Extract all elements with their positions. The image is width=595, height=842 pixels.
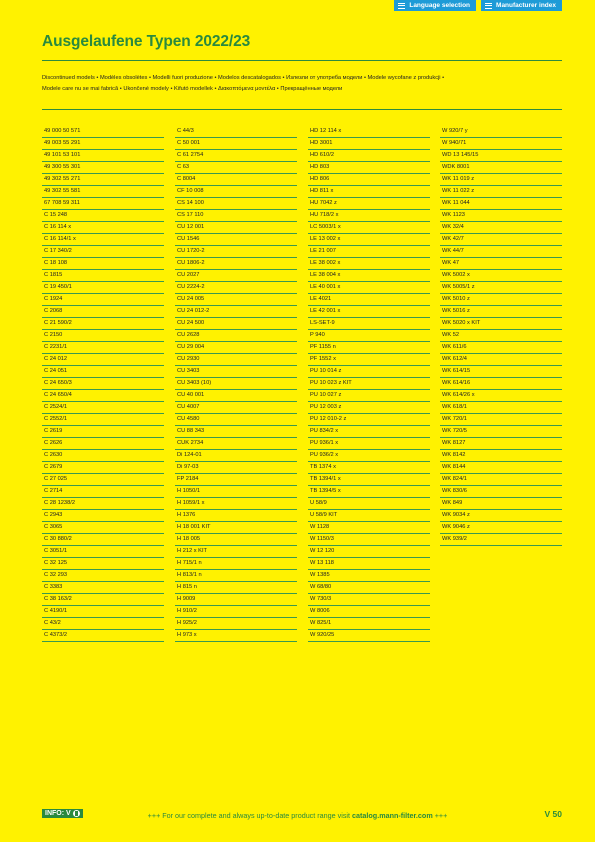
model-entry: H 1376	[175, 510, 297, 522]
model-entry: PU 12 010-2 z	[308, 414, 430, 426]
model-entry: C 3065	[42, 522, 164, 534]
model-entry: C 30 880/2	[42, 534, 164, 546]
model-entry: H 1059/1 x	[175, 498, 297, 510]
footer-suffix: +++	[434, 811, 448, 820]
model-entry: H 212 x KIT	[175, 546, 297, 558]
model-entry: C 21 590/2	[42, 318, 164, 330]
model-entry: U 58/9 KIT	[308, 510, 430, 522]
model-entry: H 18 001 KIT	[175, 522, 297, 534]
model-entry: WK 32/4	[440, 222, 562, 234]
model-column-2	[175, 126, 297, 642]
top-navigation	[394, 0, 562, 11]
page-number: V 50	[544, 809, 562, 819]
model-entry: CU 2930	[175, 354, 297, 366]
model-entry: WDK 8001	[440, 162, 562, 174]
model-entry: C 18 108	[42, 258, 164, 270]
model-entry: WK 5020 x KIT	[440, 318, 562, 330]
model-entry: C 2943	[42, 510, 164, 522]
model-entry: WK 11 019 z	[440, 174, 562, 186]
model-entry: C 16 114 x	[42, 222, 164, 234]
manufacturer-index-label: Manufacturer index	[496, 2, 556, 9]
model-entry: WK 5016 z	[440, 306, 562, 318]
model-column-1	[42, 126, 164, 642]
model-entry: TB 1394/1 x	[308, 474, 430, 486]
model-entry: 49 300 55 301	[42, 162, 164, 174]
model-entry: C 15 248	[42, 210, 164, 222]
model-entry: C 2552/1	[42, 414, 164, 426]
model-entry: W 730/3	[308, 594, 430, 606]
model-entry: LE 21 007	[308, 246, 430, 258]
model-entry: PU 936/2 x	[308, 450, 430, 462]
language-selection-label: Language selection	[409, 2, 471, 9]
model-entry: C 3383	[42, 582, 164, 594]
model-entry: C 1924	[42, 294, 164, 306]
model-entry: CU 12 001	[175, 222, 297, 234]
model-entry: W 940/71	[440, 138, 562, 150]
model-entry: W 8006	[308, 606, 430, 618]
info-label: INFO: V	[45, 810, 71, 817]
model-entry: CU 88 343	[175, 426, 297, 438]
model-entry: CU 24 012-2	[175, 306, 297, 318]
model-entry: H 910/2	[175, 606, 297, 618]
model-entry: HD 610/2	[308, 150, 430, 162]
model-column-3	[308, 126, 430, 642]
language-line-1: Discontinued models • Modèles obsolètes • Modelli fuori produzione • Modelos descatalogados • Излезли от употреба модели • Modele wycofane z produkcji •	[42, 75, 445, 81]
model-entry: H 9009	[175, 594, 297, 606]
model-entry: 49 000 50 571	[42, 126, 164, 138]
model-entry: W 13 118	[308, 558, 430, 570]
page-title: Ausgelaufene Typen 2022/23	[42, 33, 251, 50]
model-entry: CU 1806-2	[175, 258, 297, 270]
model-entry: LE 42 001 x	[308, 306, 430, 318]
language-line-2: Modele care nu se mai fabrică • Ukončené modely • Kifutó modellek • Διακοπτόμενα μοντέλα • Прекращённые модели	[42, 86, 343, 92]
model-entry: C 38 163/2	[42, 594, 164, 606]
model-entry: HD 803	[308, 162, 430, 174]
model-entry: PU 10 014 z	[308, 366, 430, 378]
model-entry: WK 5010 z	[440, 294, 562, 306]
model-entry: CU 2027	[175, 270, 297, 282]
model-entry: W 12 120	[308, 546, 430, 558]
model-entry: WK 5002 x	[440, 270, 562, 282]
model-entry: CU 4007	[175, 402, 297, 414]
model-entry: C 2626	[42, 438, 164, 450]
model-entry: LE 38 002 x	[308, 258, 430, 270]
model-entry: 49 302 55 271	[42, 174, 164, 186]
footer-prefix: +++ For our complete and always up-to-date product range visit	[147, 811, 351, 820]
model-entry: C 3051/1	[42, 546, 164, 558]
model-column-4	[440, 126, 562, 546]
model-entry: C 2150	[42, 330, 164, 342]
model-entry: C 32 125	[42, 558, 164, 570]
model-entry: WK 8127	[440, 438, 562, 450]
model-entry: LE 13 002 x	[308, 234, 430, 246]
footer-notice	[0, 811, 595, 820]
model-entry: C 24 650/3	[42, 378, 164, 390]
model-entry: WK 1123	[440, 210, 562, 222]
model-entry: C 43/2	[42, 618, 164, 630]
model-entry: CU 29 004	[175, 342, 297, 354]
model-entry: WK 9046 z	[440, 522, 562, 534]
model-entry: C 1815	[42, 270, 164, 282]
model-entry: WK 44/7	[440, 246, 562, 258]
model-entry: HD 3001	[308, 138, 430, 150]
model-entry: LS-SET-9	[308, 318, 430, 330]
model-entry: WK 849	[440, 498, 562, 510]
menu-icon	[485, 3, 492, 9]
model-entry: H 925/2	[175, 618, 297, 630]
model-entry: WK 5005/1 z	[440, 282, 562, 294]
model-entry: H 815 n	[175, 582, 297, 594]
model-entry: HU 7042 z	[308, 198, 430, 210]
model-entry: C 16 114/1 x	[42, 234, 164, 246]
language-selection-button[interactable]	[394, 0, 476, 11]
model-entry: WK 47	[440, 258, 562, 270]
model-entry: TB 1374 x	[308, 462, 430, 474]
model-entry: LE 38 004 x	[308, 270, 430, 282]
model-entry: W 1385	[308, 570, 430, 582]
model-entry: PU 10 023 z KIT	[308, 378, 430, 390]
model-entry: 49 003 55 291	[42, 138, 164, 150]
model-entry: CU 2628	[175, 330, 297, 342]
model-entry: Di 124-01	[175, 450, 297, 462]
model-entry: C 61 2754	[175, 150, 297, 162]
model-entry: Di 97-03	[175, 462, 297, 474]
model-entry: CU 24 500	[175, 318, 297, 330]
model-entry: C 24 012	[42, 354, 164, 366]
model-entry: C 19 450/1	[42, 282, 164, 294]
model-entry: WK 830/6	[440, 486, 562, 498]
model-entry: W 68/80	[308, 582, 430, 594]
model-entry: WD 13 145/15	[440, 150, 562, 162]
model-entry: CUK 2734	[175, 438, 297, 450]
model-entry: C 4190/1	[42, 606, 164, 618]
model-entry: C 44/3	[175, 126, 297, 138]
model-entry: WK 618/1	[440, 402, 562, 414]
model-entry: C 2630	[42, 450, 164, 462]
model-entry: C 17 340/2	[42, 246, 164, 258]
model-entry: HD 806	[308, 174, 430, 186]
model-entry: WK 824/1	[440, 474, 562, 486]
model-entry: C 2714	[42, 486, 164, 498]
model-entry: WK 11 022 z	[440, 186, 562, 198]
model-entry: CS 17 110	[175, 210, 297, 222]
model-entry: PU 936/1 x	[308, 438, 430, 450]
model-entry: C 8004	[175, 174, 297, 186]
model-entry: C 63	[175, 162, 297, 174]
model-entry: PF 1552 x	[308, 354, 430, 366]
model-entry: CU 1546	[175, 234, 297, 246]
model-entry: WK 42/7	[440, 234, 562, 246]
model-entry: W 1128	[308, 522, 430, 534]
model-entry: C 2524/1	[42, 402, 164, 414]
model-entry: HD 12 114 x	[308, 126, 430, 138]
title-divider	[42, 60, 562, 61]
model-entry: WK 611/6	[440, 342, 562, 354]
model-entry: FP 2184	[175, 474, 297, 486]
model-entry: W 920/7 y	[440, 126, 562, 138]
model-entry: WK 8142	[440, 450, 562, 462]
model-entry: H 1050/1	[175, 486, 297, 498]
model-entry: WK 9034 z	[440, 510, 562, 522]
model-entry: PF 1155 n	[308, 342, 430, 354]
model-entry: PU 12 003 z	[308, 402, 430, 414]
manufacturer-index-button[interactable]	[481, 0, 562, 11]
model-entry: C 4373/2	[42, 630, 164, 642]
menu-icon	[398, 3, 405, 9]
model-entry: 49 302 55 581	[42, 186, 164, 198]
model-entry: CF 10 008	[175, 186, 297, 198]
model-entry: HD 811 x	[308, 186, 430, 198]
model-entry: CU 1720-2	[175, 246, 297, 258]
model-entry: TB 1394/5 x	[308, 486, 430, 498]
model-entry: HU 718/2 x	[308, 210, 430, 222]
model-entry: LE 4021	[308, 294, 430, 306]
model-entry: CU 4580	[175, 414, 297, 426]
model-entry: CU 3403 (10)	[175, 378, 297, 390]
model-entry: C 24 051	[42, 366, 164, 378]
model-entry: WK 614/15	[440, 366, 562, 378]
model-entry: H 18 005	[175, 534, 297, 546]
model-entry: H 715/1 n	[175, 558, 297, 570]
model-entry: LE 40 001 x	[308, 282, 430, 294]
model-entry: WK 11 044	[440, 198, 562, 210]
model-entry: WK 52	[440, 330, 562, 342]
model-entry: H 813/1 n	[175, 570, 297, 582]
model-entry: C 2068	[42, 306, 164, 318]
model-entry: C 2679	[42, 462, 164, 474]
model-entry: C 50 001	[175, 138, 297, 150]
model-entry: W 920/25	[308, 630, 430, 642]
model-entry: PU 834/2 x	[308, 426, 430, 438]
model-entry: WK 614/26 x	[440, 390, 562, 402]
model-entry: W 825/1	[308, 618, 430, 630]
model-entry: CU 40 001	[175, 390, 297, 402]
model-entry: WK 614/16	[440, 378, 562, 390]
model-entry: H 973 x	[175, 630, 297, 642]
model-entry: C 27 025	[42, 474, 164, 486]
model-entry: C 2619	[42, 426, 164, 438]
model-entry: CU 24 005	[175, 294, 297, 306]
header-divider	[42, 109, 562, 110]
model-entry: LC 5003/1 x	[308, 222, 430, 234]
model-entry: CS 14 100	[175, 198, 297, 210]
model-entry: P 940	[308, 330, 430, 342]
model-entry: WK 8144	[440, 462, 562, 474]
model-entry: C 28 1238/2	[42, 498, 164, 510]
model-entry: W 1150/3	[308, 534, 430, 546]
model-entry: U 58/9	[308, 498, 430, 510]
catalog-link[interactable]: catalog.mann-filter.com	[352, 811, 433, 820]
model-entry: 49 101 53 101	[42, 150, 164, 162]
model-entry: CU 2224-2	[175, 282, 297, 294]
model-entry: C 32 293	[42, 570, 164, 582]
model-entry: 67 708 59 311	[42, 198, 164, 210]
model-entry: CU 3403	[175, 366, 297, 378]
model-entry: WK 720/1	[440, 414, 562, 426]
model-entry: WK 612/4	[440, 354, 562, 366]
model-entry: C 24 650/4	[42, 390, 164, 402]
model-entry: WK 720/5	[440, 426, 562, 438]
model-entry: WK 939/2	[440, 534, 562, 546]
language-list	[42, 73, 512, 95]
model-entry: C 2231/1	[42, 342, 164, 354]
model-entry: PU 10 027 z	[308, 390, 430, 402]
